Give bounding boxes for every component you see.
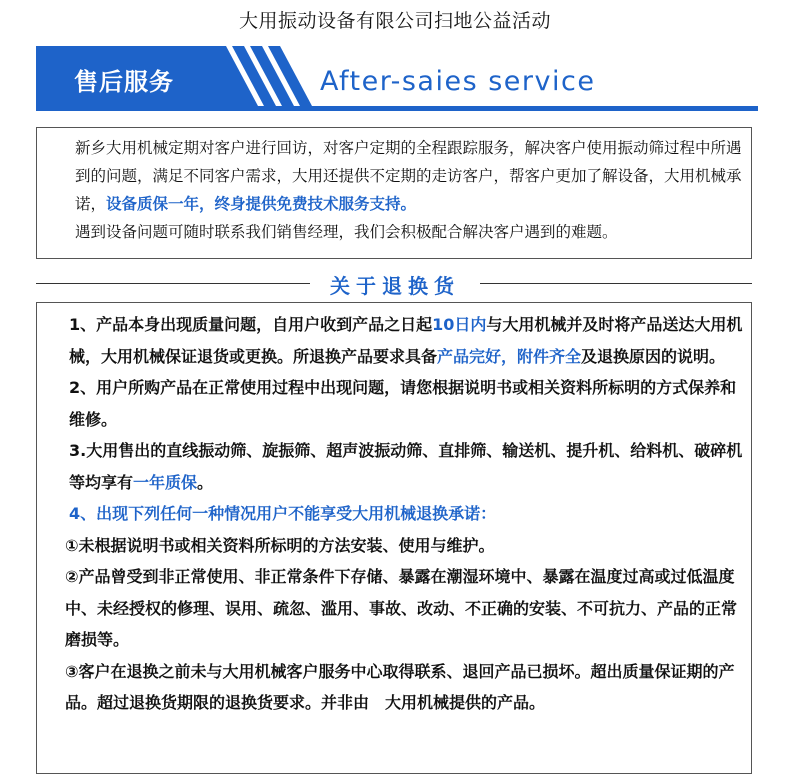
returns-sub-item-3: ③客户在退换之前未与大用机械客户服务中心取得联系、退回产品已损坏。超出质量保证期的产品。超过退换货期限的退换货要求。并非由 大用机械提供的产品。 [65,661,735,712]
returns-item-1 [39,309,747,372]
banner-bottom-rule [36,106,758,111]
item3-post: 。 [197,472,214,492]
intro-text-2: 遇到设备问题可随时联系我们销售经理，我们会积极配合解决客户遇到的难题。 [75,223,618,241]
banner-cn-label: 售后服务 [74,68,174,96]
item1-post: 及退换原因的说明。 [581,346,726,366]
returns-item-3 [39,435,747,498]
returns-sub-item-1: ①未根据说明书或相关资料所标明的方法安装、使用与维护。 [65,535,495,555]
intro-text: 新乡大用机械定期对客户进行回访，对客户定期的全程跟踪服务，解决客户使用振动筛过程中所遇到的问题，满足不同客户需求，大用还提供不定期的走访客户，帮客户更加了解设备，大用机械承诺， [75,139,742,213]
item3-pre: 3.大用售出的直线振动筛、旋振筛、超声波振动筛、直排筛、输送机、提升机、给料机、破碎机等均享有 [69,441,743,492]
returns-section-title: 关于退换货 [330,274,460,298]
item1-mid: 与大用机械并及时将产品送达大用机械，大用机械保证退货或更换。所退换产品要求具备 [69,315,743,366]
intro-box [36,127,752,259]
returns-box [36,302,752,774]
item3-highlight: 一年质保 [133,472,198,492]
after-sales-banner [36,42,758,114]
intro-paragraph [43,134,747,246]
banner-en-label: After-saies service [320,66,596,97]
returns-section-header [0,266,790,302]
returns-item-2: 2、用户所购产品在正常使用过程中出现问题，请您根据说明书或相关资料所标明的方式保养和维修。 [69,378,737,429]
returns-item-4-title: 4、出现下列任何一种情况用户不能享受大用机械退换承诺： [69,504,497,523]
intro-highlight: 设备质保一年，终身提供免费技术服务支持。 [106,195,417,213]
item1-highlight-1: 10日内 [432,315,487,334]
item1-highlight-2: 产品完好，附件齐全 [437,346,582,366]
returns-sub-item-2: ②产品曾受到非正常使用、非正常条件下存储、暴露在潮湿环境中、暴露在温度过高或过低温度中、未经授权的修理、误用、疏忽、滥用、事故、改动、不正确的安装、不可抗力、产品的正常磨损等。 [65,567,738,649]
page-title: 大用振动设备有限公司扫地公益活动 [238,10,551,32]
item1-pre: 1、产品本身出现质量问题，自用户收到产品之日起 [69,315,433,334]
